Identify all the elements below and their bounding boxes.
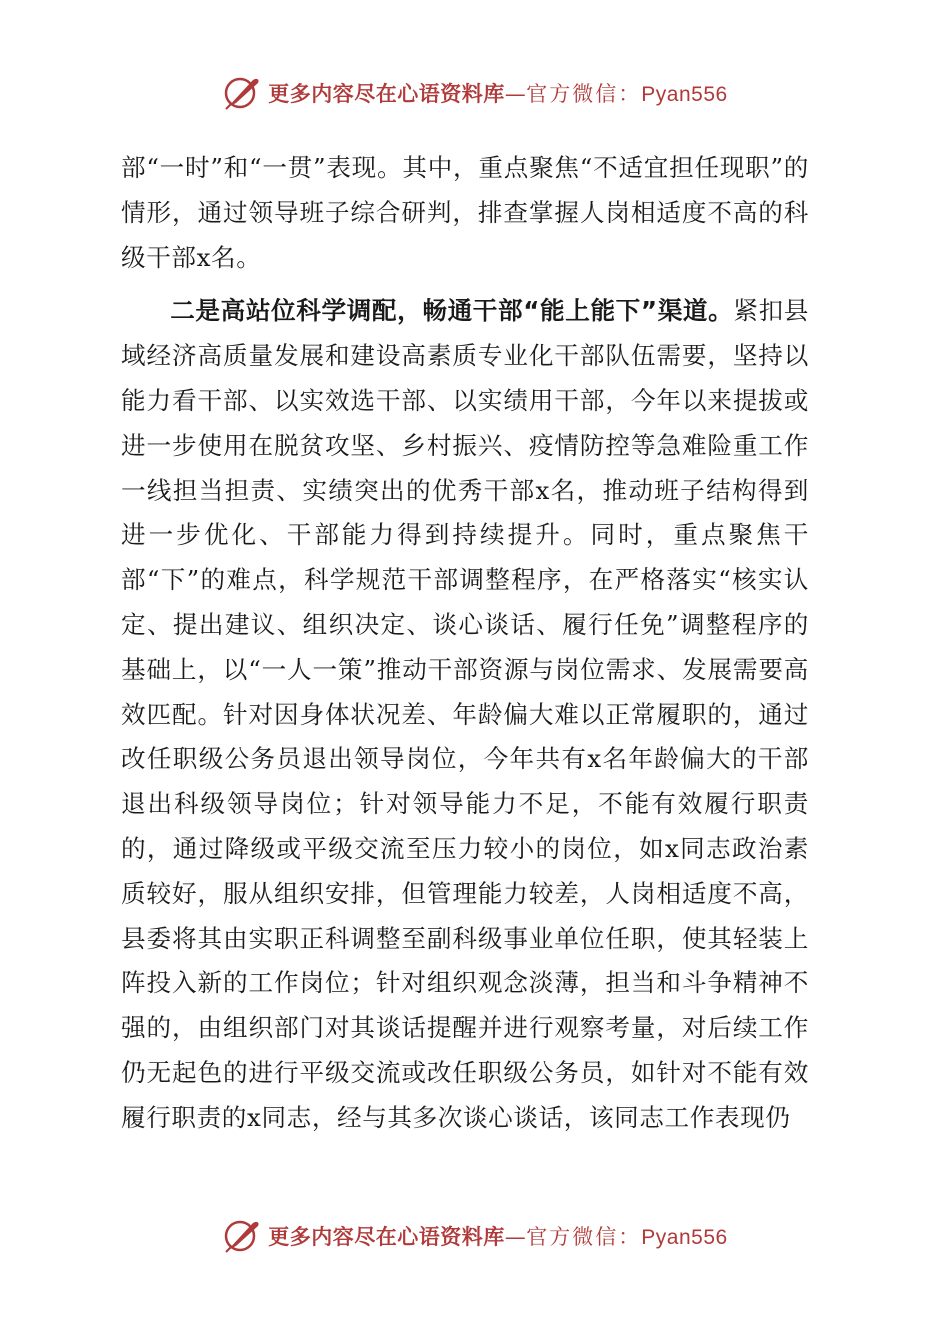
watermark-text — [268, 78, 727, 108]
watermark-wechat-label: 官方微信： — [526, 1225, 642, 1249]
watermark-dash: — — [504, 1225, 527, 1249]
watermark-dash: — — [504, 82, 527, 106]
footer-watermark — [0, 1214, 950, 1258]
watermark-brand: 更多内容尽在心语资料库 — [268, 81, 505, 106]
quill-logo-icon — [222, 1216, 262, 1256]
header-watermark — [0, 71, 950, 115]
watermark-brand: 更多内容尽在心语资料库 — [268, 1224, 505, 1249]
document-body — [121, 146, 809, 1141]
watermark-text — [268, 1221, 727, 1251]
watermark-wechat-label: 官方微信： — [526, 82, 642, 106]
section-two-text: 紧扣县域经济高质量发展和建设高素质专业化干部队伍需要，坚持以能力看干部、以实效选干部、以实绩用干部，今年以来提拔或进一步使用在脱贫攻坚、乡村振兴、疫情防控等急难险重工作一线担当担责、实绩突出的优秀干部x名，推动班子结构得到进一步优化、干部能力得到持续提升。同时，重点聚焦干部“下”的难点，科学规范干部调整程序，在严格落实“核实认定、提出建议、组织决定、谈心谈话、履行任免”调整程序的基础上，以“一人一策”推动干部资源与岗位需求、发展需要高效匹配。针对因身体状况差、年龄偏大难以正常履职的，通过改任职级公务员退出领导岗位，今年共有x名年龄偏大的干部退出科级领导岗位；针对领导能力不足，不能有效履行职责的，通过降级或平级交流至压力较小的岗位，如x同志政治素质较好，服从组织安排，但管理能力较差，人岗相适度不高，县委将其由实职正科调整至副科级事业单位任职，使其轻装上阵投入新的工作岗位；针对组织观念淡薄，担当和斗争精神不强的，由组织部门对其谈话提醒并进行观察考量，对后续工作仍无起色的进行平级交流或改任职级公务员，如针对不能有效履行职责的x同志，经与其多次谈心谈话，该同志工作表现仍 — [121, 296, 809, 1132]
paragraph-continuation: 部“一时”和“一贯”表现。其中，重点聚焦“不适宜担任现职”的情形，通过领导班子综合研判，排查掌握人岗相适度不高的科级干部x名。 — [121, 153, 809, 272]
watermark-wechat-id: Pyan556 — [641, 83, 728, 106]
watermark-wechat-id: Pyan556 — [641, 1226, 728, 1249]
quill-logo-icon — [222, 73, 262, 113]
paragraph-section-two — [121, 289, 809, 1140]
section-two-heading: 二是高站位科学调配，畅通干部“能上能下”渠道。 — [170, 296, 734, 326]
